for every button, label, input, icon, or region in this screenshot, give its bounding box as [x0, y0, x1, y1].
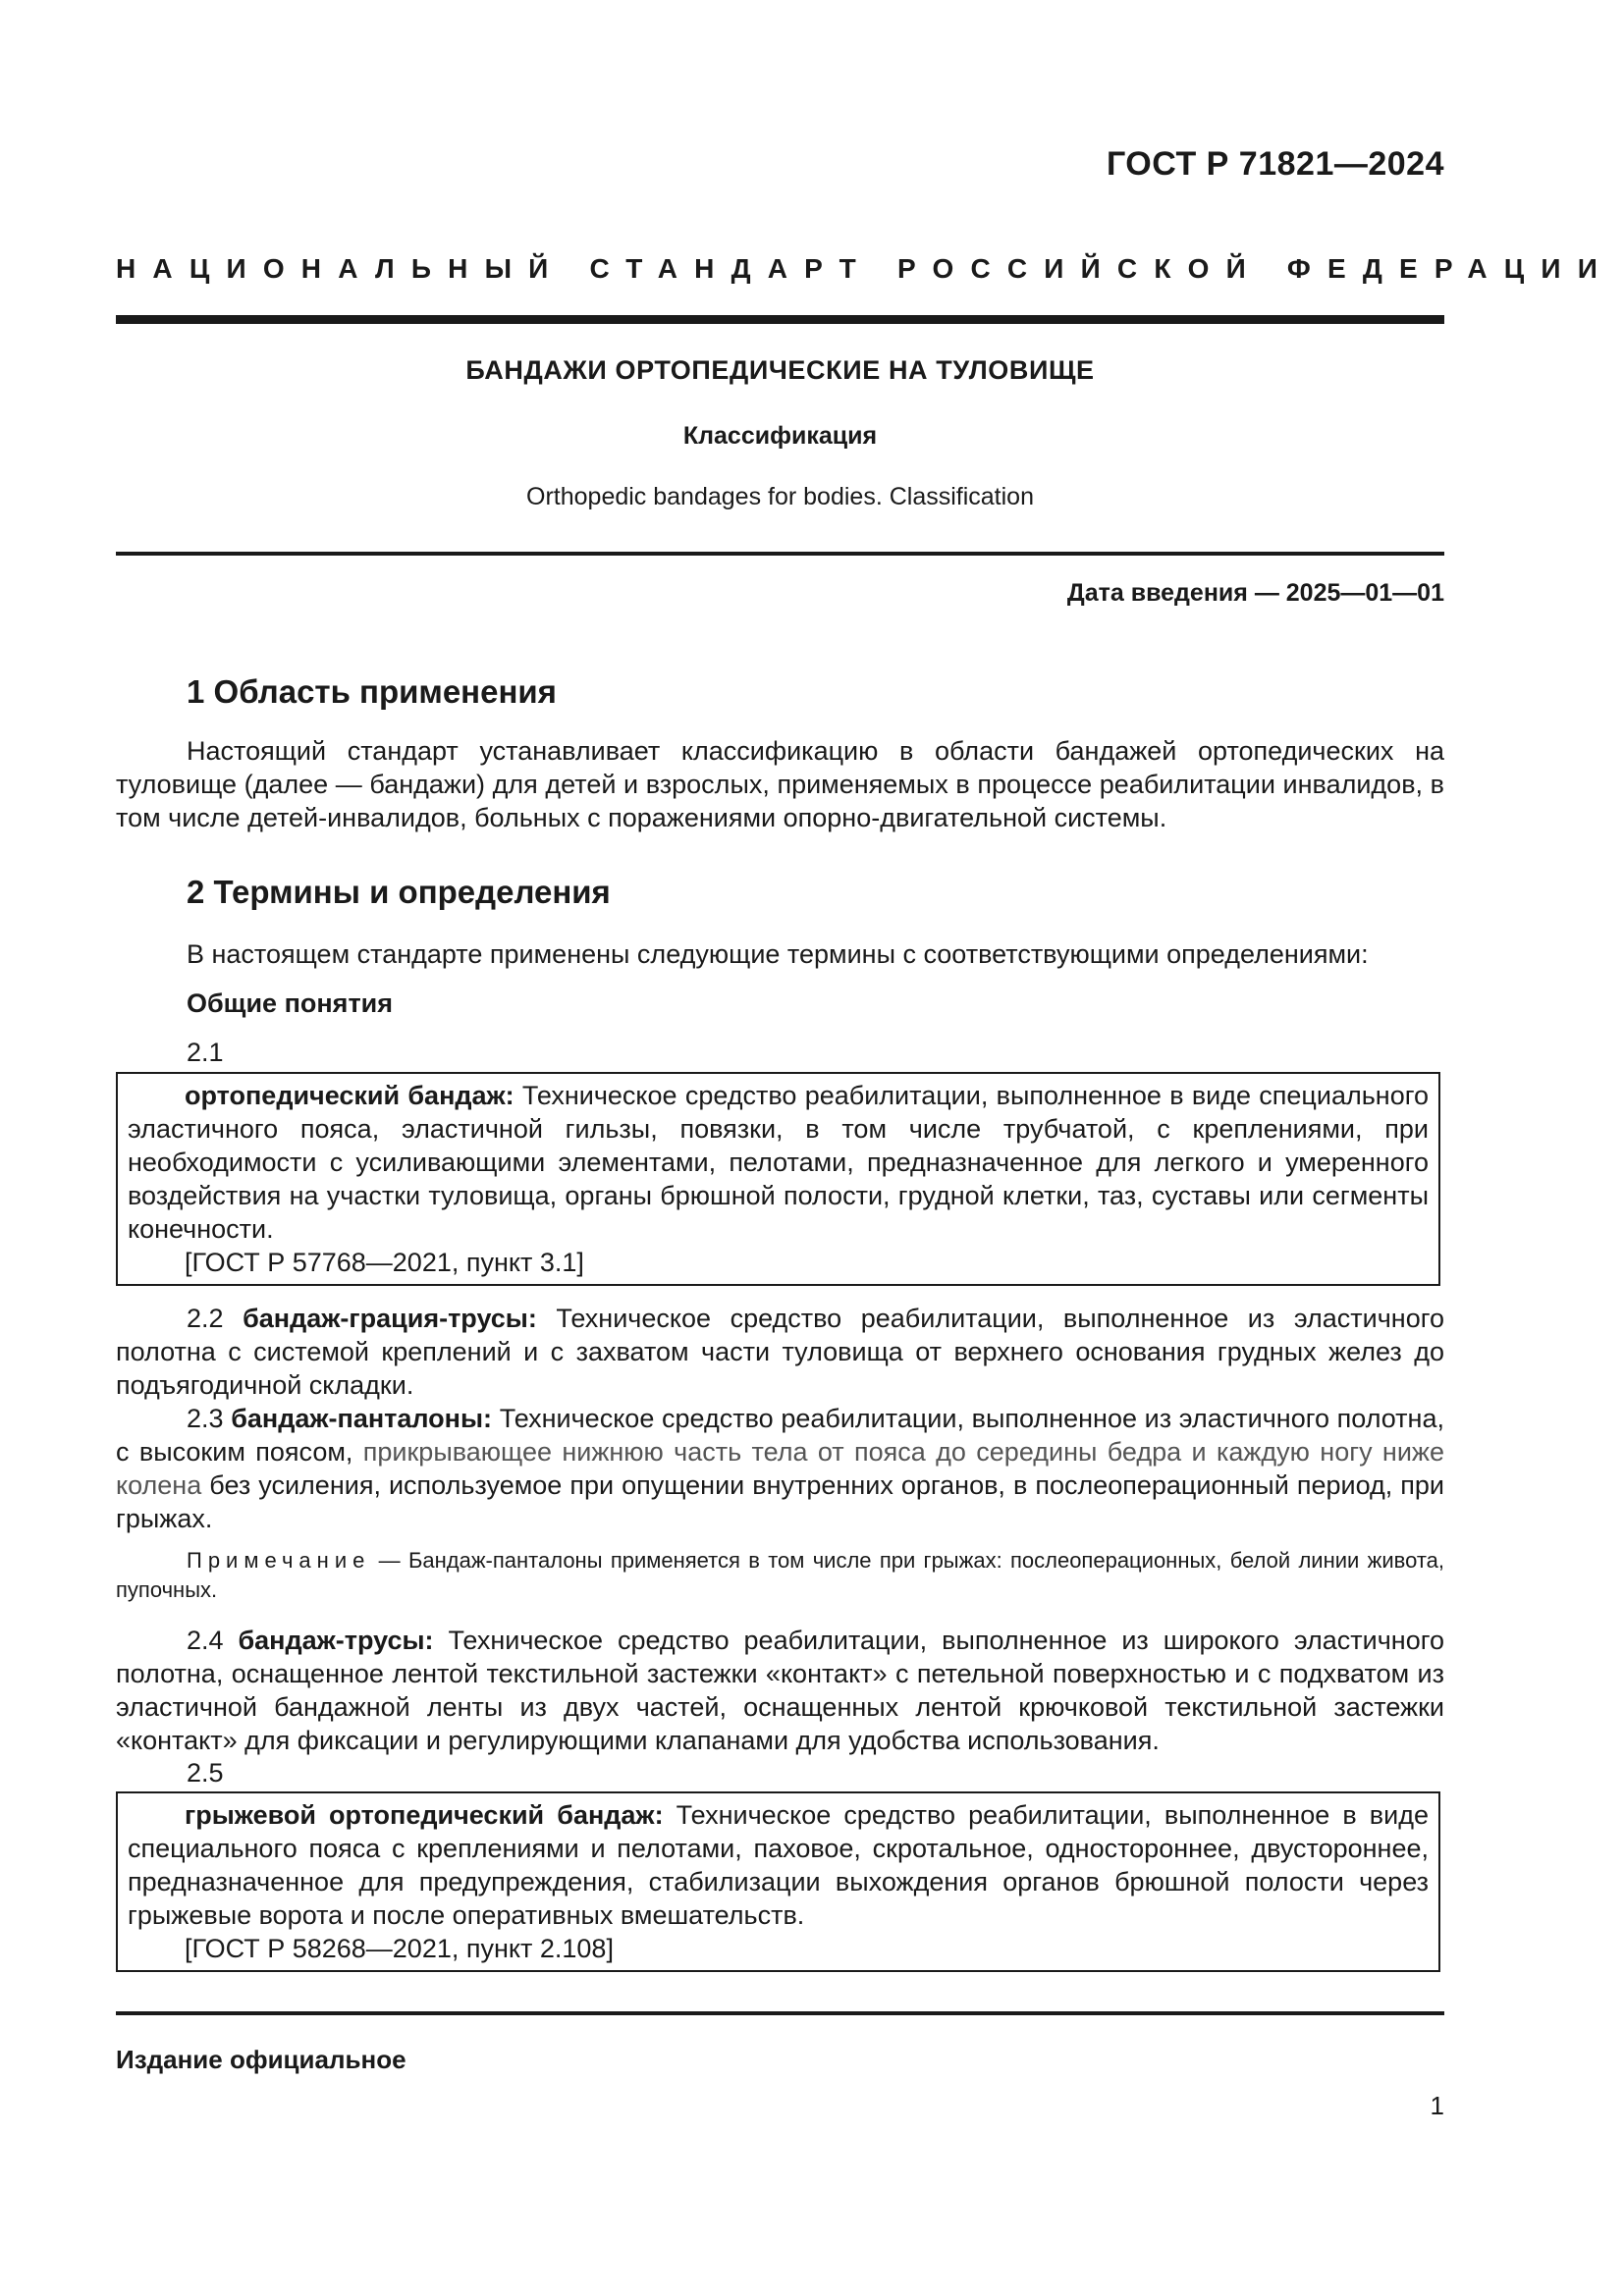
section-2-heading: 2 Термины и определения	[187, 874, 611, 910]
note-label: Примечание	[187, 1548, 371, 1573]
term-2-4-term: бандаж-трусы:	[238, 1626, 434, 1655]
term-2-4	[116, 1624, 1444, 1757]
term-2-1-box	[116, 1072, 1440, 1286]
term-2-1-term: ортопедический бандаж:	[185, 1081, 514, 1110]
term-2-3-definition-c: без усиления, используемое при опущении внутренних органов, в послеоперационный период, при грыжах.	[116, 1470, 1444, 1533]
group-heading: Общие понятия	[187, 988, 394, 1018]
term-2-3	[116, 1402, 1444, 1535]
term-2-5-paragraph	[128, 1798, 1429, 1932]
term-2-5-reference: [ГОСТ Р 58268—2021, пункт 2.108]	[185, 1934, 614, 1963]
term-2-5-definition: Техническое средство реабилитации, выполненное в виде специального пояса с креплениями и пелотами, паховое, скротальное, одностороннее, двустороннее, предназначенное для предупреждения, стабилизации выхождения органов брюшной полости через грыжевые ворота и после оперативных вмешательств.	[128, 1800, 1429, 1930]
official-edition-label: Издание официальное	[116, 2045, 406, 2074]
note-2-3	[116, 1546, 1444, 1605]
term-2-2-number: 2.2	[187, 1304, 244, 1333]
term-2-5-box	[116, 1791, 1440, 1972]
header-divider	[116, 315, 1444, 324]
term-2-3-number: 2.3	[187, 1404, 232, 1433]
document-number: ГОСТ Р 71821—2024	[1106, 145, 1444, 183]
term-2-2	[116, 1302, 1444, 1402]
note-text: — Бандаж-панталоны применяется в том числе при грыжах: послеоперационных, белой линии живота, пупочных.	[116, 1548, 1444, 1602]
term-2-4-number: 2.4	[187, 1626, 239, 1655]
term-2-3-term: бандаж-панталоны:	[231, 1404, 493, 1433]
title-divider	[116, 552, 1444, 556]
term-2-2-term: бандаж-грация-трусы:	[243, 1304, 537, 1333]
english-title: Orthopedic bandages for bodies. Classification	[526, 483, 1034, 510]
term-2-4-definition: Техническое средство реабилитации, выполненное из широкого эластичного полотна, оснащенное лентой текстильной застежки «контакт» с петельной поверхностью и с подхватом из эластичной бандажной ленты из двух частей, оснащенных лентой крючковой текстильной застежки «контакт» для фиксации и регулирующими клапанами для удобства использования.	[116, 1626, 1444, 1755]
document-title: БАНДАЖИ ОРТОПЕДИЧЕСКИЕ НА ТУЛОВИЩЕ	[465, 355, 1095, 385]
document-subtitle: Классификация	[682, 422, 878, 450]
national-standard-banner: НАЦИОНАЛЬНЫЙ СТАНДАРТ РОССИЙСКОЙ ФЕДЕРАЦИИ	[116, 253, 1615, 284]
term-2-1-reference: [ГОСТ Р 57768—2021, пункт 3.1]	[185, 1248, 584, 1277]
term-2-3-definition-b: прикрывающее нижнюю часть тела от пояса до середины бедра и каждую ногу ниже колена	[116, 1437, 1445, 1500]
term-2-5-term: грыжевой ортопедический бандаж:	[185, 1800, 664, 1830]
page-number: 1	[1430, 2091, 1444, 2120]
introduction-date: Дата введения — 2025—01—01	[1066, 579, 1444, 607]
section-2-intro: В настоящем стандарте применены следующие термины с соответствующими определениями:	[187, 939, 1369, 969]
term-2-2-definition: Техническое средство реабилитации, выполненное из эластичного полотна с системой креплений и с захватом части туловища от верхнего основания грудных желез до подъягодичной складки.	[116, 1304, 1444, 1400]
term-2-5-number: 2.5	[187, 1758, 224, 1788]
term-2-1-paragraph	[128, 1079, 1429, 1246]
section-1-text: Настоящий стандарт устанавливает классификацию в области бандажей ортопедических на туловище (далее — бандажи) для детей и взрослых, применяемых в процессе реабилитации инвалидов, в том числе детей-инвалидов, больных с поражениями опорно-двигательной системы.	[116, 736, 1444, 832]
term-2-1-number: 2.1	[187, 1038, 224, 1067]
footer-divider	[116, 2011, 1444, 2015]
term-2-3-definition-a: Техническое средство реабилитации, выполненное из эластичного полотна, с высоким поясом,	[116, 1404, 1444, 1467]
term-2-1-definition: Техническое средство реабилитации, выполненное в виде специального эластичного пояса, эластичной гильзы, повязки, в том числе трубчатой, с креплениями, при необходимости с усиливающими элементами, пелотами, предназначенное для легкого и умеренного воздействия на участки туловища, органы брюшной полости, грудной клетки, таз, суставы или сегменты конечности.	[128, 1081, 1429, 1244]
section-1-heading: 1 Область применения	[187, 673, 557, 710]
